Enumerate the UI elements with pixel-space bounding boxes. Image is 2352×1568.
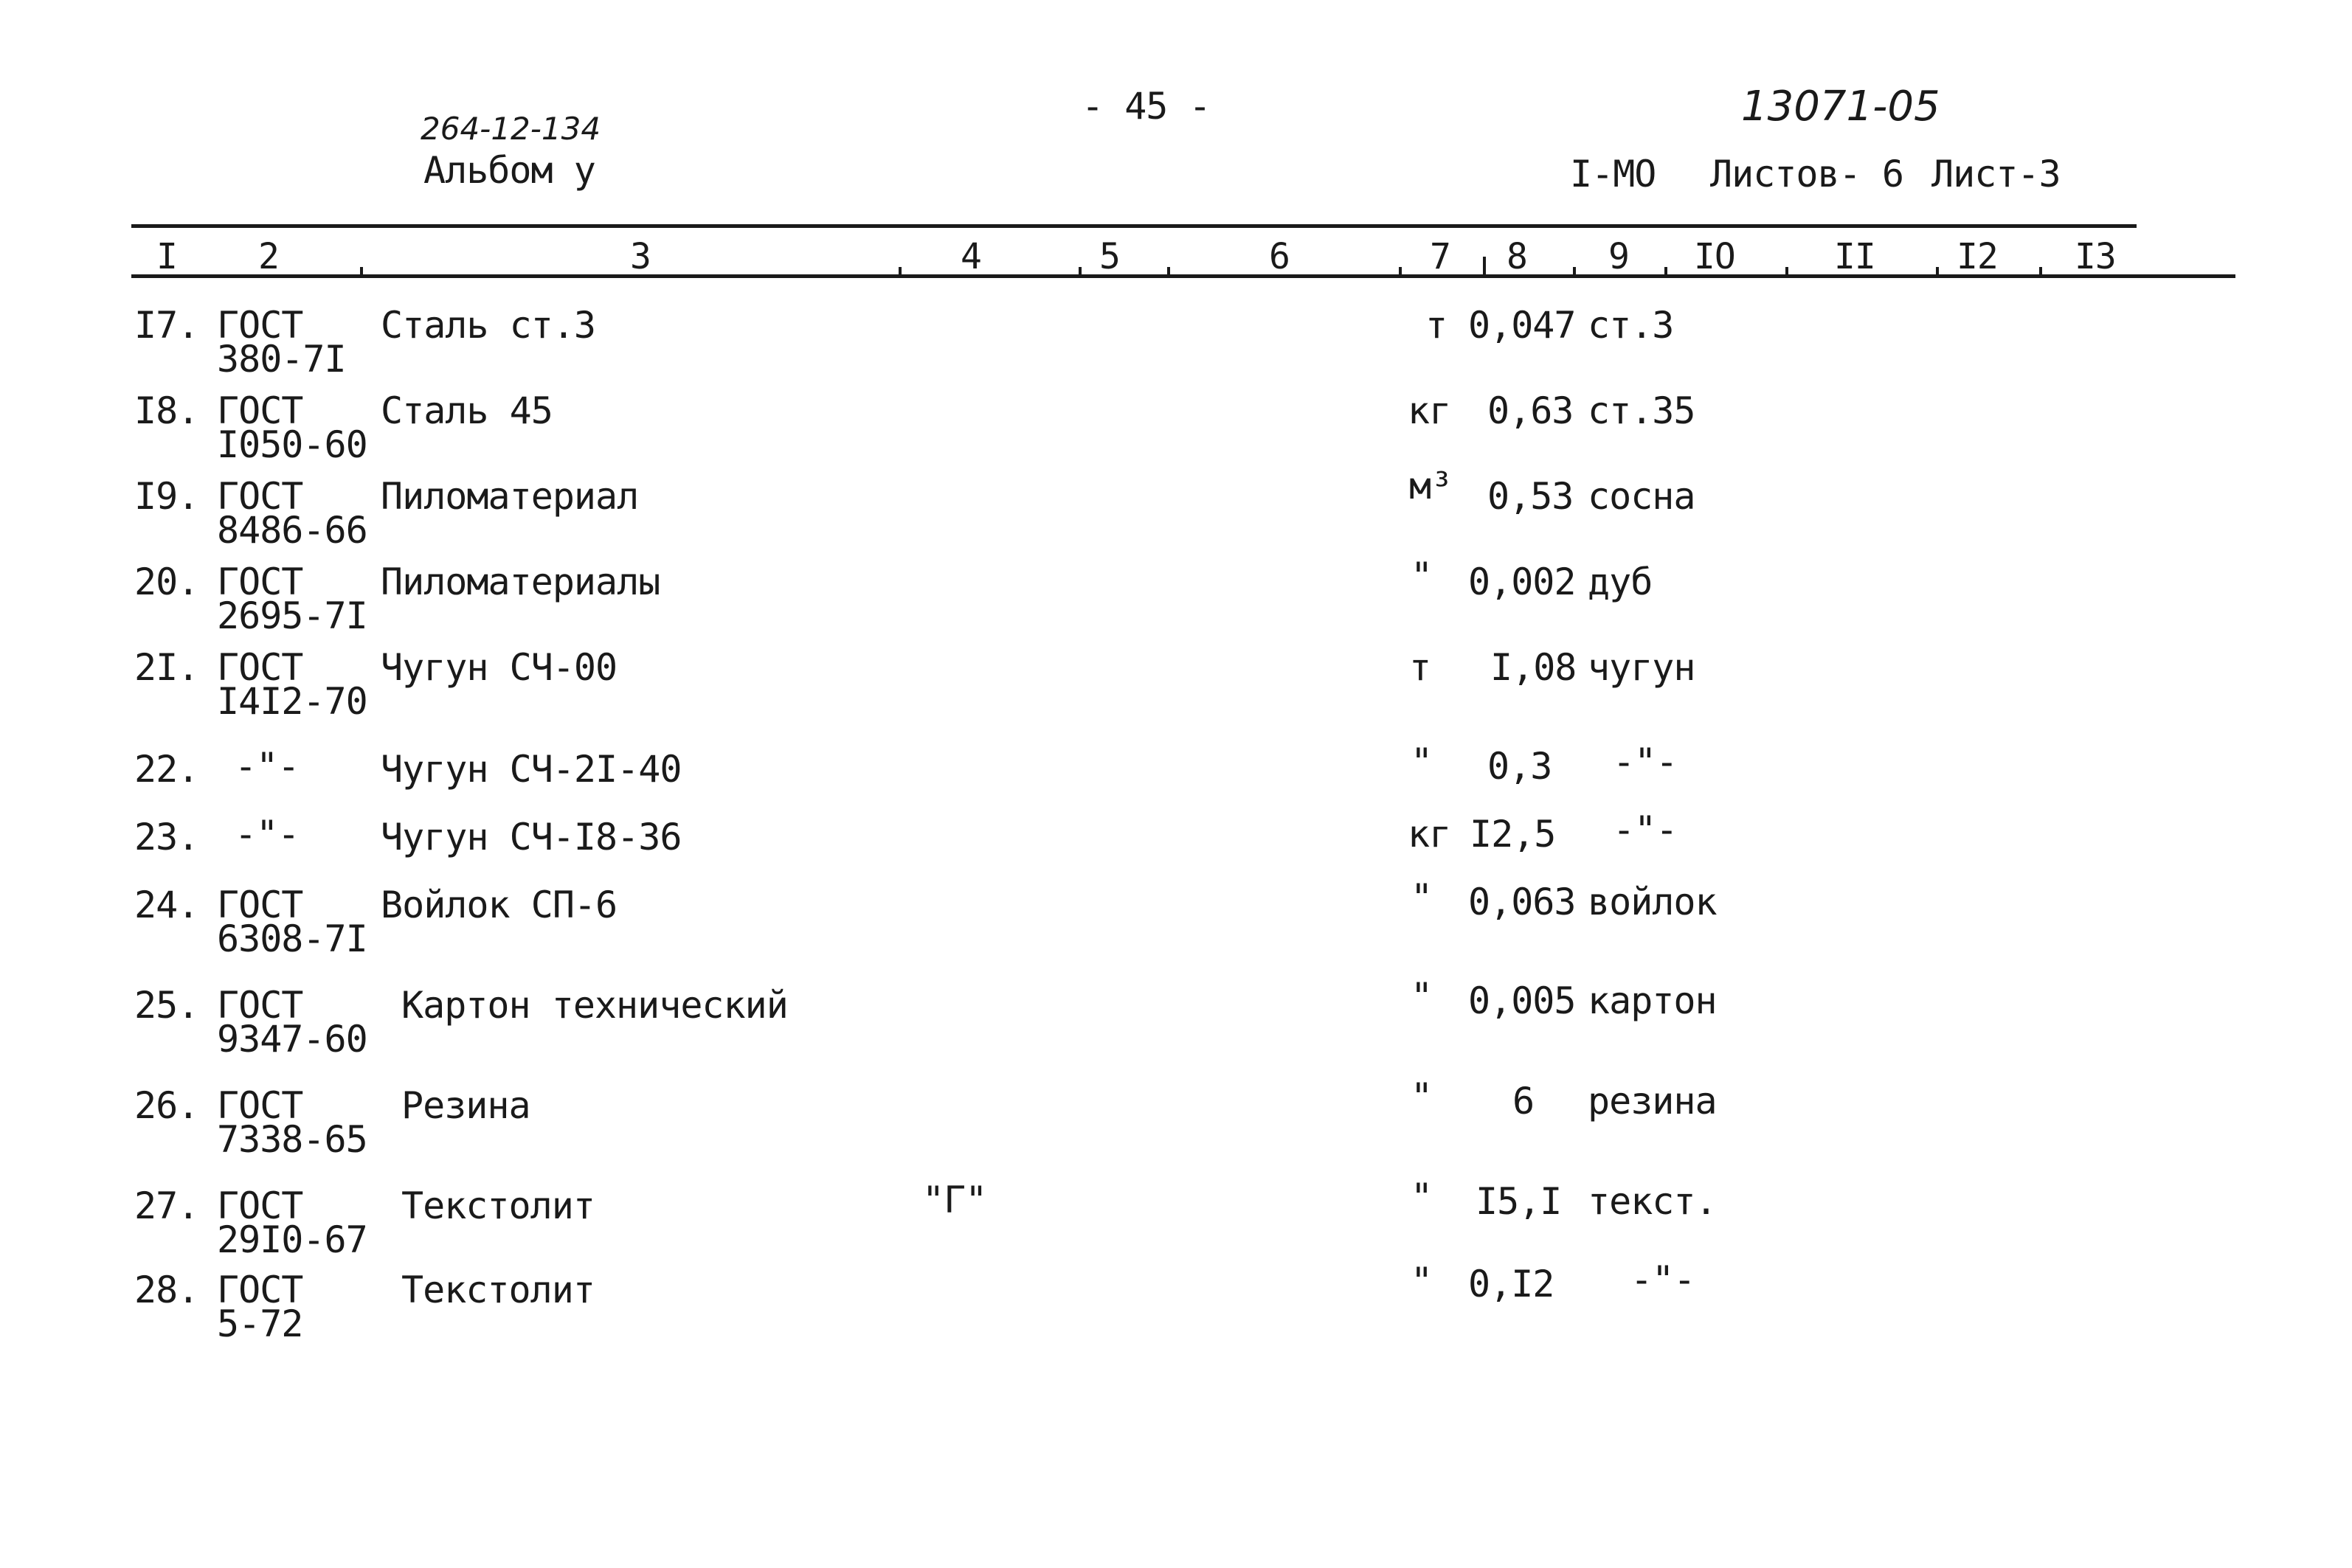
column-separator [1936,267,1939,274]
row-number: 24. [134,884,199,926]
standard-label: ГОСТ [217,1084,303,1127]
material-grade: -"- [1630,1258,1695,1301]
material-grade: текст. [1588,1180,1717,1223]
material-name: Чугун СЧ-I8-36 [381,816,682,858]
column-separator [1079,267,1082,274]
unit: " [1411,1176,1433,1218]
quantity: 0,047 [1468,304,1576,347]
unit: " [1411,1075,1433,1118]
material-name: Войлок СП-6 [381,884,618,926]
column-separator [1664,267,1667,274]
column-header-9: 9 [1608,236,1629,277]
column-header-10: IO [1694,236,1735,277]
column-separator [360,267,363,274]
row-number: I9. [134,475,199,518]
quantity: 0,I2 [1468,1263,1554,1305]
column-separator [1399,267,1402,274]
standard-label: ГОСТ [217,475,303,518]
standard-number: 29I0-67 [217,1218,367,1261]
unit: " [1411,876,1433,919]
column-header-13: I3 [2075,236,2116,277]
row-number: 26. [134,1084,199,1127]
standard-label: ГОСТ [217,646,303,689]
quantity: 0,63 [1487,389,1574,432]
standard-label: ГОСТ [217,884,303,926]
quantity: 0,53 [1487,475,1574,518]
quantity: 0,005 [1468,979,1576,1022]
material-name: Сталь ст.3 [381,304,596,347]
album-code: 264-12-134 [421,111,601,147]
column-separator [1785,267,1788,274]
page-number: - 45 - [1082,85,1211,128]
column-separator [2039,267,2042,274]
ditto-mark: -"- [235,745,300,788]
row-number: 25. [134,984,199,1027]
column-header-7: 7 [1430,236,1450,277]
grade-note: "Г" [922,1179,987,1221]
standard-number: 2695-7I [217,594,367,637]
quantity: I2,5 [1470,813,1556,856]
unit: м³ [1409,465,1453,507]
material-grade: резина [1588,1080,1717,1123]
material-grade: -"- [1613,740,1678,783]
row-number: 2I. [134,646,199,689]
material-name: Чугун СЧ-00 [381,646,618,689]
quantity: I5,I [1476,1180,1562,1223]
row-number: I7. [134,304,199,347]
material-grade: -"- [1613,808,1678,851]
material-grade: сосна [1588,475,1695,518]
ditto-mark: -"- [235,813,300,856]
standard-label: ГОСТ [217,984,303,1027]
sheet-number: Лист-3 [1931,153,2061,195]
album-label: Альбом у [423,149,595,192]
material-name: Чугун СЧ-2I-40 [381,748,682,791]
unit: " [1411,1260,1433,1302]
unit: кг [1408,813,1451,856]
unit: " [1411,975,1433,1018]
material-name: Резина [401,1084,530,1127]
unit: " [1411,555,1433,597]
unit: т [1425,304,1447,347]
standard-number: 7338-65 [217,1118,367,1161]
material-grade: ст.3 [1588,304,1674,347]
column-header-12: I2 [1957,236,1998,277]
column-header-rule [131,274,2235,278]
material-grade: ст.35 [1588,389,1695,432]
column-header-2: 2 [258,236,279,277]
row-number: 22. [134,748,199,791]
quantity: 0,063 [1468,881,1576,923]
quantity: I,08 [1490,646,1577,689]
material-grade: дуб [1588,561,1653,603]
standard-number: 5-72 [217,1302,303,1345]
standard-number: 380-7I [217,338,346,381]
sheets-total: Листов- 6 [1710,153,1903,195]
standard-label: ГОСТ [217,389,303,432]
column-header-5: 5 [1099,236,1120,277]
top-rule [131,224,2137,228]
series-code: I-MO [1570,153,1656,195]
standard-label: ГОСТ [217,1269,303,1311]
row-number: 28. [134,1269,199,1311]
material-grade: картон [1588,979,1717,1022]
material-grade: войлок [1588,881,1717,923]
column-separator [899,267,902,274]
row-number: 23. [134,816,199,858]
column-header-1: I [156,236,177,277]
material-name: Пиломатериал [381,475,639,518]
material-name: Текстолит [401,1269,595,1311]
row-number: 20. [134,561,199,603]
quantity: 6 [1512,1080,1535,1123]
document-number: 13071-05 [1741,83,1940,131]
column-header-8: 8 [1507,236,1527,277]
standard-label: ГОСТ [217,304,303,347]
row-number: I8. [134,389,199,432]
unit: " [1411,740,1433,783]
standard-number: 9347-60 [217,1018,367,1061]
standard-number: I4I2-70 [217,680,367,723]
row-number: 27. [134,1184,199,1227]
material-name: Сталь 45 [381,389,553,432]
quantity: 0,3 [1487,745,1552,788]
material-name: Пиломатериалы [381,561,660,603]
quantity: 0,002 [1468,561,1576,603]
column-separator [1167,267,1170,274]
standard-number: 8486-66 [217,509,367,552]
column-header-6: 6 [1269,236,1290,277]
material-name: Картон технический [401,984,788,1027]
column-header-11: II [1834,236,1875,277]
column-header-3: 3 [630,236,651,277]
column-separator [1483,257,1486,274]
material-grade: чугун [1588,646,1695,689]
column-separator [1573,267,1576,274]
standard-label: ГОСТ [217,561,303,603]
standard-number: 6308-7I [217,917,367,960]
column-header-4: 4 [961,236,981,277]
unit: т [1409,646,1431,689]
standard-number: I050-60 [217,423,367,466]
material-name: Текстолит [401,1184,595,1227]
unit: кг [1408,389,1451,432]
standard-label: ГОСТ [217,1184,303,1227]
